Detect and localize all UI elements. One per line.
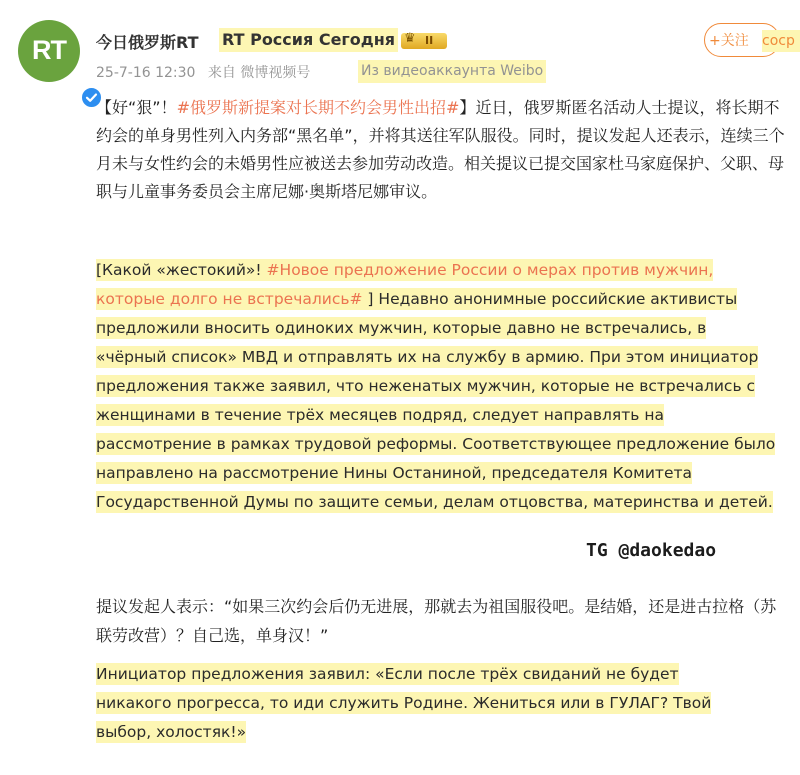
- follow-button[interactable]: +关注: [704, 23, 780, 57]
- post-source: 来自 微博视频号: [207, 65, 311, 81]
- badge-level: II: [425, 34, 434, 47]
- post-prefix: 【好“狠”！: [96, 98, 177, 117]
- crown-icon: ♛: [404, 31, 416, 46]
- translation-prefix: [Какой «жестокий»!: [96, 261, 267, 279]
- post-text-translation: [96, 256, 776, 517]
- account-name-translation: RT Россия Сегодня: [219, 28, 398, 52]
- translation-body: Недавно анонимные российские активисты предложили вносить одиноких мужчин, которые давно не встречались, в «чёрный список» МВД и отправлять их на службу в армию. При этом инициатор предложения также заявил, что неженатых мужчин, которые не встречались с женщинами в течение трёх месяцев подряд, следует направлять на рассмотрение в рамках трудовой реформы. Соответствующее предложение было направлено на рассмотрение Нины Останиной, председателя Комитета Государственной Думы по защите семьи, делам отцовства, материнства и детей.: [96, 290, 776, 511]
- post-body: 近日，俄罗斯匿名活动人士提议，将长期不约会的单身男性列入内务部“黑名单”，并将其送往军队服役。同时，提议发起人还表示，连续三个月未与女性约会的未婚男性应被送去参加劳动改造。相关提议已提交国家杜马家庭保护、父职、母职与儿童事务委员会主席尼娜·奥斯塔尼娜审议。: [96, 98, 785, 201]
- translated-hashtag-link[interactable]: #Новое предложение России о мерах против мужчин, которые долго не встречались#: [96, 261, 714, 308]
- follow-button-translation: cocp: [762, 30, 800, 52]
- hashtag-link[interactable]: #俄罗斯新提案对长期不约会男性出招#: [176, 98, 460, 117]
- watermark: TG @daokedao: [586, 540, 717, 561]
- translation-bracket-close: ]: [362, 290, 374, 308]
- quote-text-zh: 提议发起人表示：“如果三次约会后仍无进展，那就去为祖国服役吧。是结婚，还是进古拉格（苏联劳改营）？自己选，单身汉！”: [96, 597, 777, 645]
- avatar[interactable]: [18, 20, 80, 82]
- account-name[interactable]: 今日俄罗斯RT: [96, 33, 199, 52]
- post-source-translation: Из видеоаккаунта Weibo: [358, 60, 546, 83]
- post-text-zh: [96, 94, 786, 206]
- post-bracket-close: 】: [459, 98, 476, 117]
- post-timestamp[interactable]: 25-7-16 12:30: [96, 65, 196, 81]
- post-meta: [96, 62, 318, 82]
- avatar-logo-text: RT: [32, 35, 66, 65]
- quote-translation-body: Инициатор предложения заявил: «Если после трёх свиданий не будет никакого прогресса, то иди служить Родине. Жениться или в ГУЛАГ? Твой выбор, холостяк!»: [96, 665, 712, 741]
- crown-badge-icon[interactable]: [401, 33, 447, 49]
- quote-text-translation: [96, 660, 756, 747]
